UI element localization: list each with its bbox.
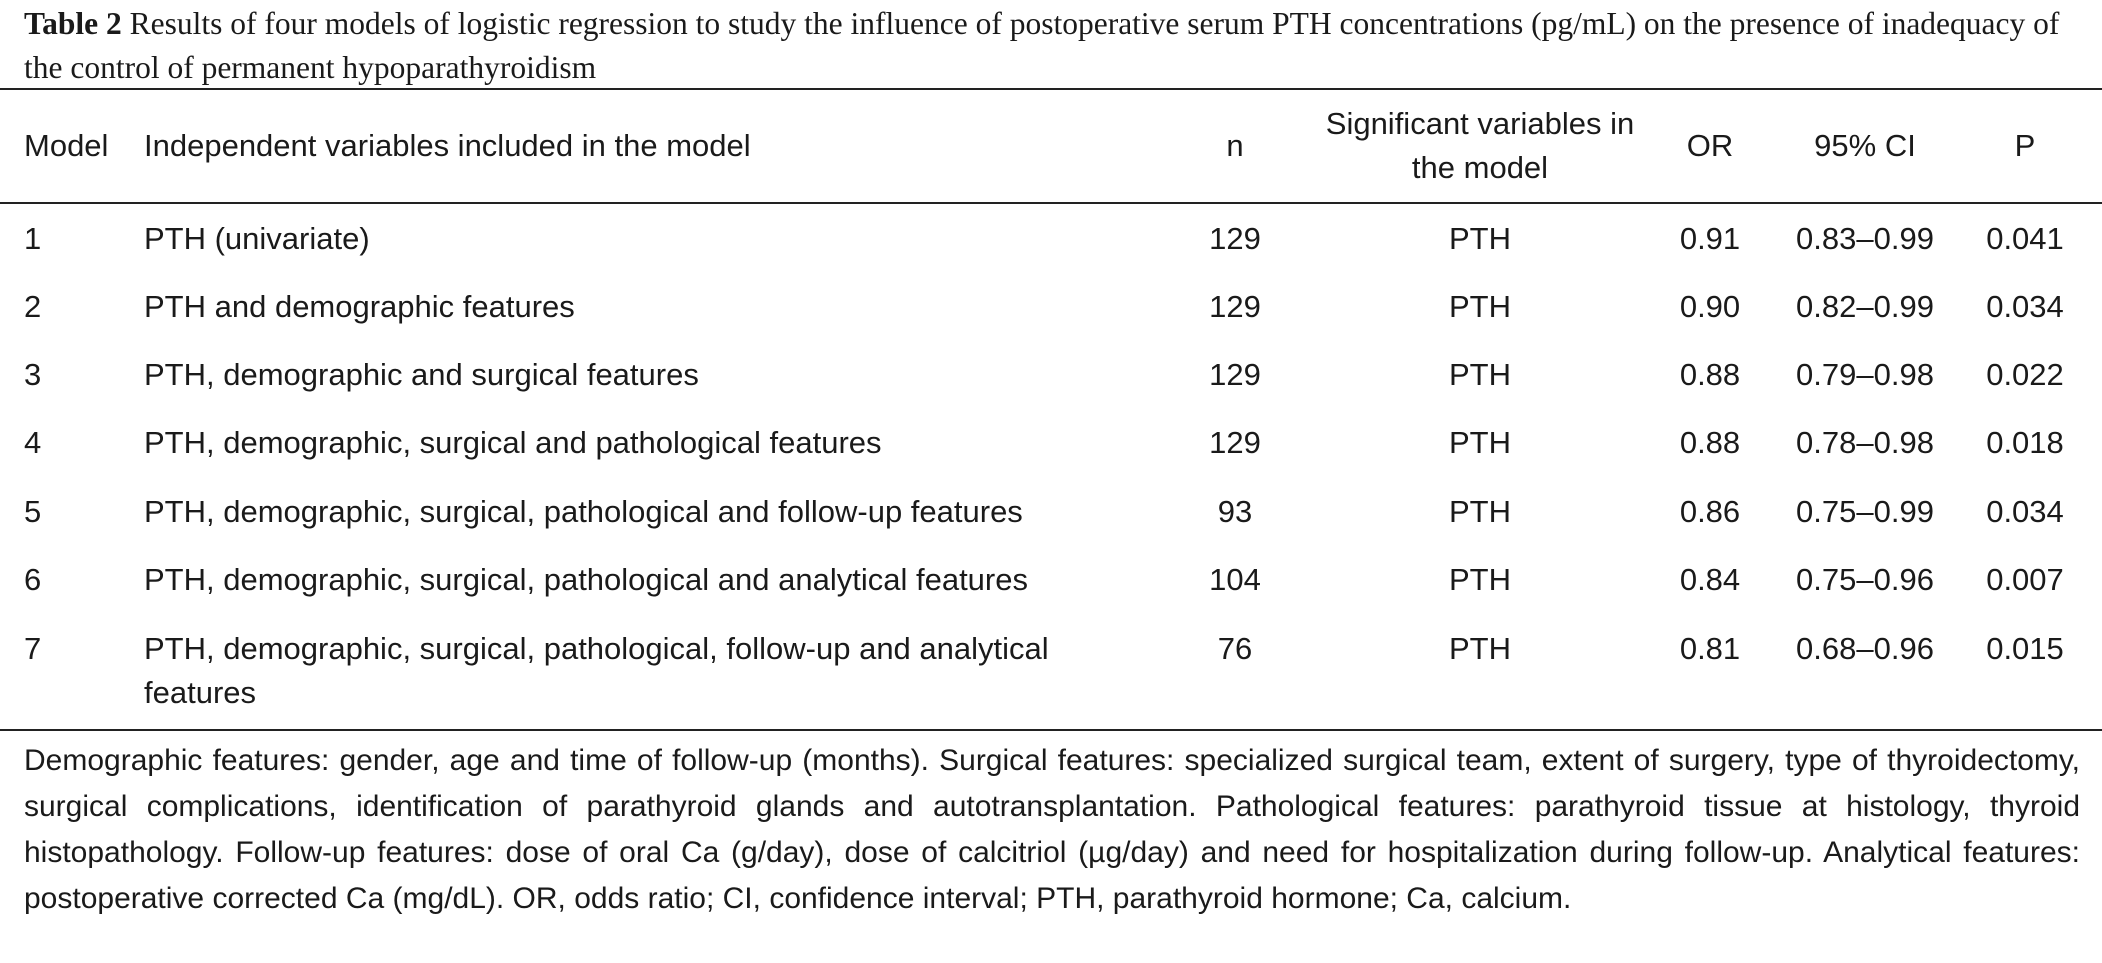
cell-n: 104 <box>1209 562 1261 597</box>
cell-independent-variables: PTH, demographic and surgical features <box>144 357 699 392</box>
cell-or: 0.91 <box>1679 221 1741 256</box>
cell-n: 129 <box>1209 289 1261 324</box>
cell-ci: 0.75–0.99 <box>1796 494 1934 529</box>
cell-p: 0.007 <box>1986 562 2064 597</box>
cell-independent-variables: PTH, demographic, surgical and pathological features <box>144 425 882 460</box>
cell-significant-variables: PTH <box>1449 425 1511 460</box>
cell-ci: 0.83–0.99 <box>1796 221 1934 256</box>
cell-p: 0.041 <box>1986 221 2064 256</box>
cell-n: 129 <box>1209 357 1261 392</box>
cell-or: 0.86 <box>1679 494 1741 529</box>
cell-or: 0.84 <box>1679 562 1741 597</box>
cell-n: 129 <box>1209 425 1261 460</box>
cell-p: 0.015 <box>1986 631 2064 666</box>
table-top-rule <box>0 88 2102 90</box>
cell-independent-variables: PTH, demographic, surgical, pathological and analytical features <box>144 562 1028 597</box>
cell-ci: 0.78–0.98 <box>1796 425 1934 460</box>
cell-or: 0.88 <box>1679 425 1741 460</box>
table-bottom-rule <box>0 729 2102 731</box>
header-independent-variables: Independent variables included in the model <box>144 128 751 163</box>
table-header-rule <box>0 202 2102 204</box>
cell-p: 0.034 <box>1986 494 2064 529</box>
cell-model: 4 <box>24 425 42 460</box>
cell-or: 0.81 <box>1679 631 1741 666</box>
cell-significant-variables: PTH <box>1449 289 1511 324</box>
header-n: n <box>1226 128 1244 163</box>
cell-model: 1 <box>24 221 42 256</box>
header-model: Model <box>24 128 109 163</box>
table-label: Table 2 <box>24 6 122 41</box>
cell-n: 129 <box>1209 221 1261 256</box>
table-title: Results of four models of logistic regression to study the influence of postoperative serum PTH concentrations (pg/mL) on the presence of inadequacy of the control of permanent hypoparathyroidism <box>24 6 2060 85</box>
header-ci: 95% CI <box>1814 128 1916 163</box>
cell-independent-variables: PTH (univariate) <box>144 221 370 256</box>
cell-n: 93 <box>1217 494 1253 529</box>
cell-independent-variables: PTH, demographic, surgical, pathological, follow-up and analytical features <box>144 631 1049 710</box>
cell-or: 0.90 <box>1679 289 1741 324</box>
cell-significant-variables: PTH <box>1449 494 1511 529</box>
cell-significant-variables: PTH <box>1449 631 1511 666</box>
cell-p: 0.022 <box>1986 357 2064 392</box>
table-footnote: Demographic features: gender, age and time of follow-up (months). Surgical features: specialized surgical team, extent of surgery, type of thyroidectomy, surgical complications, identification of parathyroid glands and autotransplantation. Pathological features: parathyroid tissue at histology, thyroid histopathology. Follow-up features: dose of oral Ca (g/day), dose of calcitriol (µg/day) and need for hospitalization during follow-up. Analytical features: postoperative corrected Ca (mg/dL). OR, odds ratio; CI, confidence interval; PTH, parathyroid hormone; Ca, calcium. <box>24 744 2080 915</box>
cell-model: 2 <box>24 289 42 324</box>
header-p: P <box>2014 128 2036 163</box>
cell-p: 0.018 <box>1986 425 2064 460</box>
header-significant-variables: Significant variables in the model <box>1325 106 1635 185</box>
cell-model: 5 <box>24 494 42 529</box>
cell-ci: 0.75–0.96 <box>1796 562 1934 597</box>
cell-significant-variables: PTH <box>1449 562 1511 597</box>
cell-ci: 0.82–0.99 <box>1796 289 1934 324</box>
header-or: OR <box>1686 128 1734 163</box>
cell-ci: 0.79–0.98 <box>1796 357 1934 392</box>
cell-n: 76 <box>1217 631 1253 666</box>
cell-model: 7 <box>24 631 42 666</box>
cell-significant-variables: PTH <box>1449 221 1511 256</box>
cell-independent-variables: PTH and demographic features <box>144 289 575 324</box>
table-caption <box>24 2 2084 90</box>
cell-significant-variables: PTH <box>1449 357 1511 392</box>
cell-independent-variables: PTH, demographic, surgical, pathological and follow-up features <box>144 494 1023 529</box>
cell-model: 6 <box>24 562 42 597</box>
cell-model: 3 <box>24 357 42 392</box>
cell-p: 0.034 <box>1986 289 2064 324</box>
cell-or: 0.88 <box>1679 357 1741 392</box>
cell-ci: 0.68–0.96 <box>1796 631 1934 666</box>
